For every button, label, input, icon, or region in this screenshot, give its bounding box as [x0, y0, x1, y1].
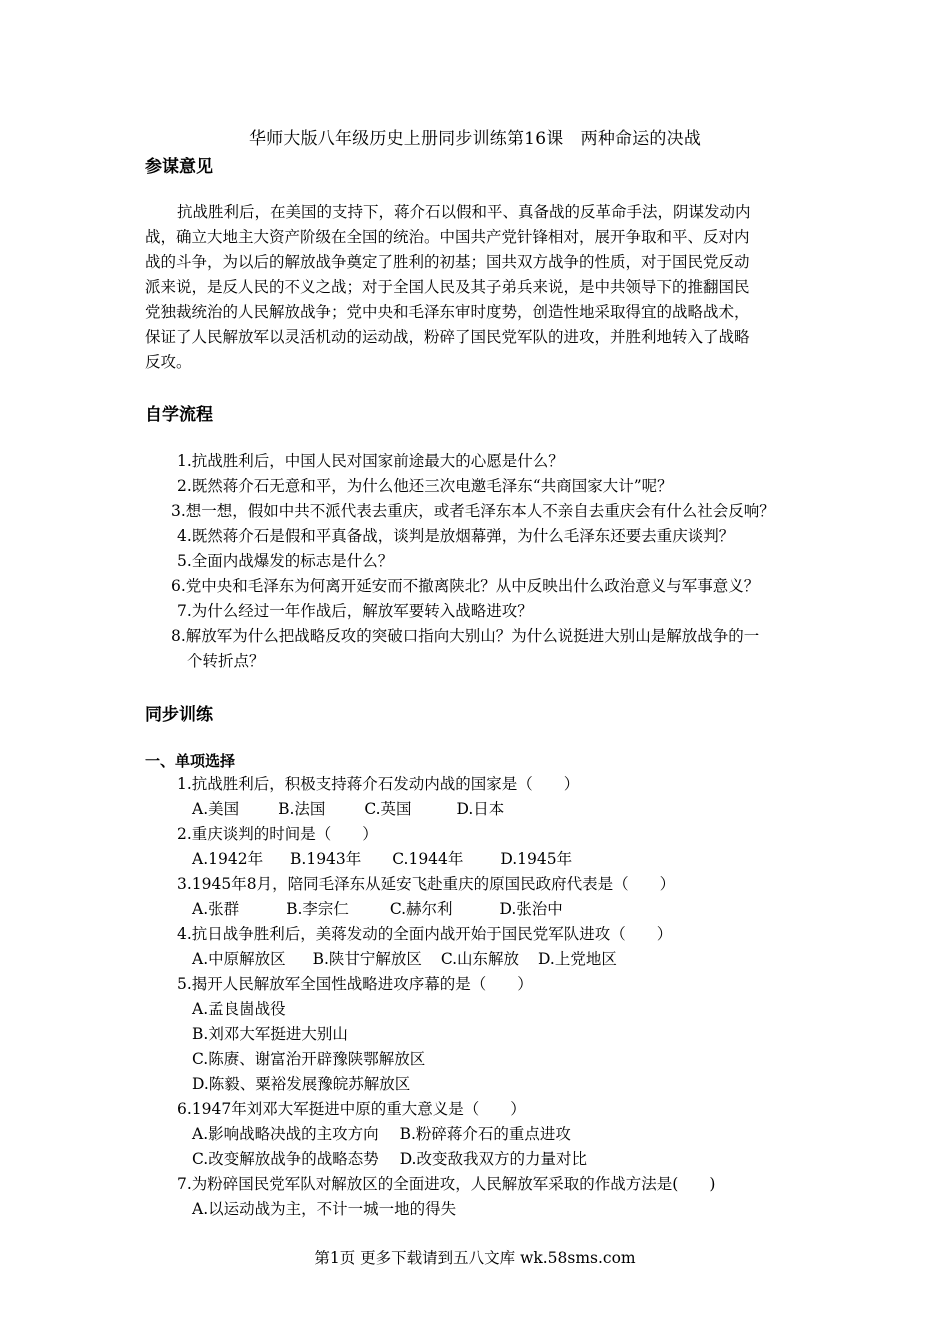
- option: A.孟良崮战役: [192, 1000, 286, 1018]
- option: A.影响战略决战的主攻方向: [192, 1125, 379, 1143]
- question-options: [192, 1149, 587, 1169]
- section-heading-self-study: 自学流程: [145, 405, 213, 425]
- option: C.山东解放: [440, 950, 520, 968]
- question-stem: 6.1947年刘邓大军挺进中原的重大意义是（ ）: [177, 1100, 526, 1118]
- study-question-continuation: 个转折点？: [187, 652, 265, 670]
- question-options: [192, 849, 572, 869]
- subheading-single-choice: 一、单项选择: [145, 752, 236, 770]
- option: C.1944年: [392, 850, 464, 868]
- option: A.1942年: [192, 850, 264, 868]
- paragraph-line: 派来说，是反人民的不义之战；对于全国人民及其子弟兵来说，是中共领导下的推翻国民: [145, 278, 750, 296]
- option: A.美国: [192, 800, 240, 818]
- option: D.改变敌我双方的力量对比: [399, 1150, 587, 1168]
- question-stem: 7.为粉碎国民党军队对解放区的全面进攻，人民解放军采取的作战方法是( ): [177, 1175, 716, 1193]
- question-options: [192, 899, 563, 919]
- option: C.改变解放战争的战略态势: [192, 1150, 379, 1168]
- section-heading-advice: 参谋意见: [145, 157, 213, 177]
- option: D.上党地区: [538, 950, 617, 968]
- study-question: 4.既然蒋介石是假和平真备战，谈判是放烟幕弹，为什么毛泽东还要去重庆谈判？: [177, 527, 735, 545]
- paragraph-line: 战的斗争，为以后的解放战争奠定了胜利的初基；国共双方战争的性质，对于国民党反动: [145, 253, 750, 271]
- option: B.陕甘宁解放区: [312, 950, 422, 968]
- option: C.英国: [364, 800, 412, 818]
- paragraph-line: 保证了人民解放军以灵活机动的运动战，粉碎了国民党军队的进攻，并胜利地转入了战略: [145, 328, 750, 346]
- page-footer: 第1页 更多下载请到五八文库 wk.58sms.com: [314, 1249, 636, 1267]
- paragraph-line: 反攻。: [145, 353, 192, 371]
- question-options: [192, 799, 504, 819]
- study-question: 3.想一想，假如中共不派代表去重庆，或者毛泽东本人不亲自去重庆会有什么社会反响？: [171, 502, 775, 520]
- question-options: [192, 949, 617, 969]
- option: C.陈赓、谢富治开辟豫陕鄂解放区: [192, 1050, 426, 1068]
- question-options: [192, 1124, 571, 1144]
- option: A.中原解放区: [192, 950, 286, 968]
- advice-paragraph: [145, 200, 821, 375]
- option: B.刘邓大军挺进大别山: [192, 1025, 348, 1043]
- question-stem: 5.揭开人民解放军全国性战略进攻序幕的是（ ）: [177, 975, 533, 993]
- paragraph-line: 战，确立大地主大资产阶级在全国的统治。中国共产党针锋相对，展开争取和平、反对内: [145, 228, 750, 246]
- paragraph-line: 抗战胜利后，在美国的支持下，蒋介石以假和平、真备战的反革命手法，阴谋发动内: [177, 203, 751, 221]
- question-stem: 4.抗日战争胜利后，美蒋发动的全面内战开始于国民党军队进攻（ ）: [177, 925, 673, 943]
- option: D.1945年: [500, 850, 573, 868]
- option: D.日本: [456, 800, 505, 818]
- study-question: 2.既然蒋介石无意和平，为什么他还三次电邀毛泽东“共商国家大计”呢？: [177, 477, 673, 495]
- question-stem: 2.重庆谈判的时间是（ ）: [177, 825, 378, 843]
- option: B.法国: [278, 800, 326, 818]
- option: A.以运动战为主，不计一城一地的得失: [192, 1200, 457, 1218]
- option: C.赫尔利: [389, 900, 453, 918]
- question-stem: 1.抗战胜利后，积极支持蒋介石发动内战的国家是（ ）: [177, 775, 580, 793]
- option: D.张治中: [499, 900, 563, 918]
- study-question: 1.抗战胜利后，中国人民对国家前途最大的心愿是什么？: [177, 452, 564, 470]
- section-heading-practice: 同步训练: [145, 705, 213, 725]
- study-question: 7.为什么经过一年作战后，解放军要转入战略进攻？: [177, 602, 533, 620]
- option: B.李宗仁: [286, 900, 349, 918]
- document-title: 华师大版八年级历史上册同步训练第16课 两种命运的决战: [248, 129, 702, 149]
- study-question: 5.全面内战爆发的标志是什么？: [177, 552, 394, 570]
- option: B.粉碎蒋介石的重点进攻: [399, 1125, 571, 1143]
- study-question: 6.党中央和毛泽东为何离开延安而不撤离陕北？从中反映出什么政治意义与军事意义？: [171, 577, 760, 595]
- option: D.陈毅、粟裕发展豫皖苏解放区: [192, 1075, 411, 1093]
- option: B.1943年: [290, 850, 362, 868]
- question-stem: 3.1945年8月，陪同毛泽东从延安飞赴重庆的原国民政府代表是（ ）: [177, 875, 676, 893]
- option: A.张群: [192, 900, 240, 918]
- paragraph-line: 党独裁统治的人民解放战争；党中央和毛泽东审时度势，创造性地采取得宜的战略战术，: [145, 303, 750, 321]
- study-question: 8.解放军为什么把战略反攻的突破口指向大别山？为什么说挺进大别山是解放战争的一: [171, 627, 760, 645]
